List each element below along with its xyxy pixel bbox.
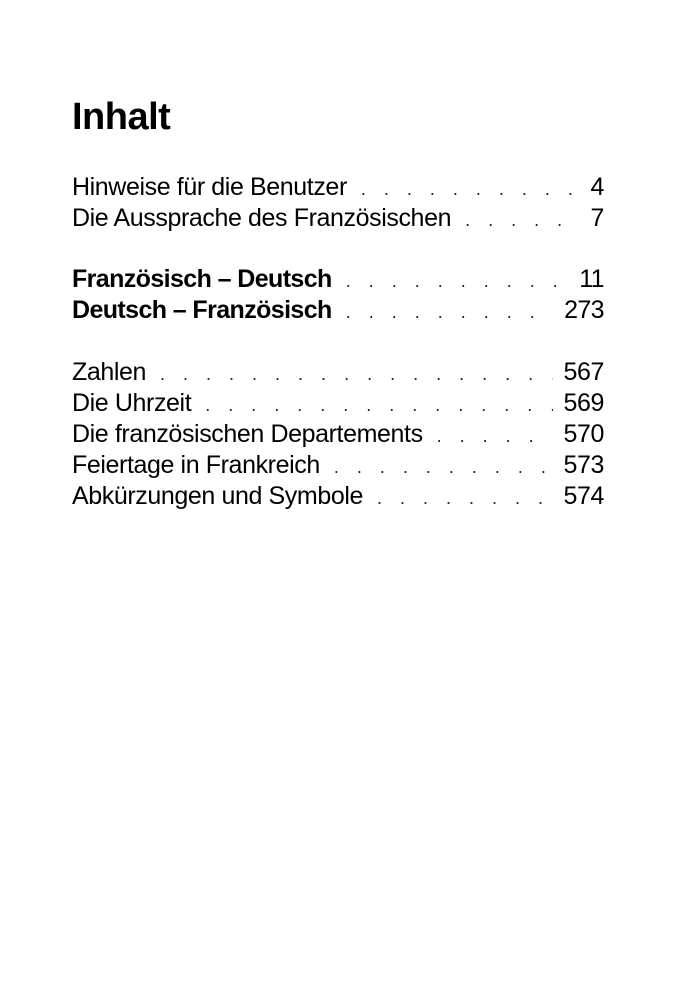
page-title: Inhalt (72, 96, 171, 138)
dot-leader (361, 174, 572, 205)
toc-entry-french-german (72, 264, 604, 295)
dot-leader (205, 390, 553, 421)
toc-entry-user-notes (72, 172, 604, 203)
toc-page-number: 569 (563, 389, 604, 417)
toc-entry-title: Die Aussprache des Französischen (72, 204, 452, 232)
dot-leader (334, 452, 554, 483)
toc-entry-departments (72, 419, 604, 450)
toc-entry-numbers (72, 357, 604, 388)
toc-page-number: 570 (563, 420, 604, 448)
dot-leader (160, 359, 553, 390)
toc-entry-title: Abkürzungen und Symbole (72, 482, 363, 510)
toc-entry-pronunciation (72, 203, 604, 234)
toc-entry-german-french (72, 295, 604, 326)
toc-entry-title: Die französischen Departements (72, 420, 423, 448)
toc-entry-time (72, 388, 604, 419)
toc-entry-title: Hinweise für die Benutzer (72, 173, 347, 201)
toc-section-appendix (72, 357, 604, 512)
dot-leader (377, 483, 553, 514)
toc-entry-title: Deutsch – Französisch (72, 296, 332, 324)
toc-page-number: 273 (564, 296, 604, 324)
toc-page-number: 4 (590, 173, 604, 201)
toc-page-number: 11 (579, 265, 604, 293)
toc-entry-title: Zahlen (72, 358, 147, 386)
dot-leader (465, 205, 572, 236)
toc-page-number: 7 (590, 204, 604, 232)
toc-entry-title: Französisch – Deutsch (72, 265, 332, 293)
toc-entry-abbreviations (72, 481, 604, 512)
toc-entry-title: Feiertage in Frankreich (72, 451, 320, 479)
dot-leader (437, 421, 554, 452)
toc-page-number: 567 (563, 358, 604, 386)
dot-leader (346, 266, 570, 297)
dot-leader (346, 297, 554, 328)
toc-entry-holidays (72, 450, 604, 481)
toc-section-dictionary (72, 264, 604, 326)
toc-entry-title: Die Uhrzeit (72, 389, 192, 417)
toc-page-number: 573 (563, 451, 604, 479)
toc-section-introduction (72, 172, 604, 234)
toc-page-number: 574 (563, 482, 604, 510)
